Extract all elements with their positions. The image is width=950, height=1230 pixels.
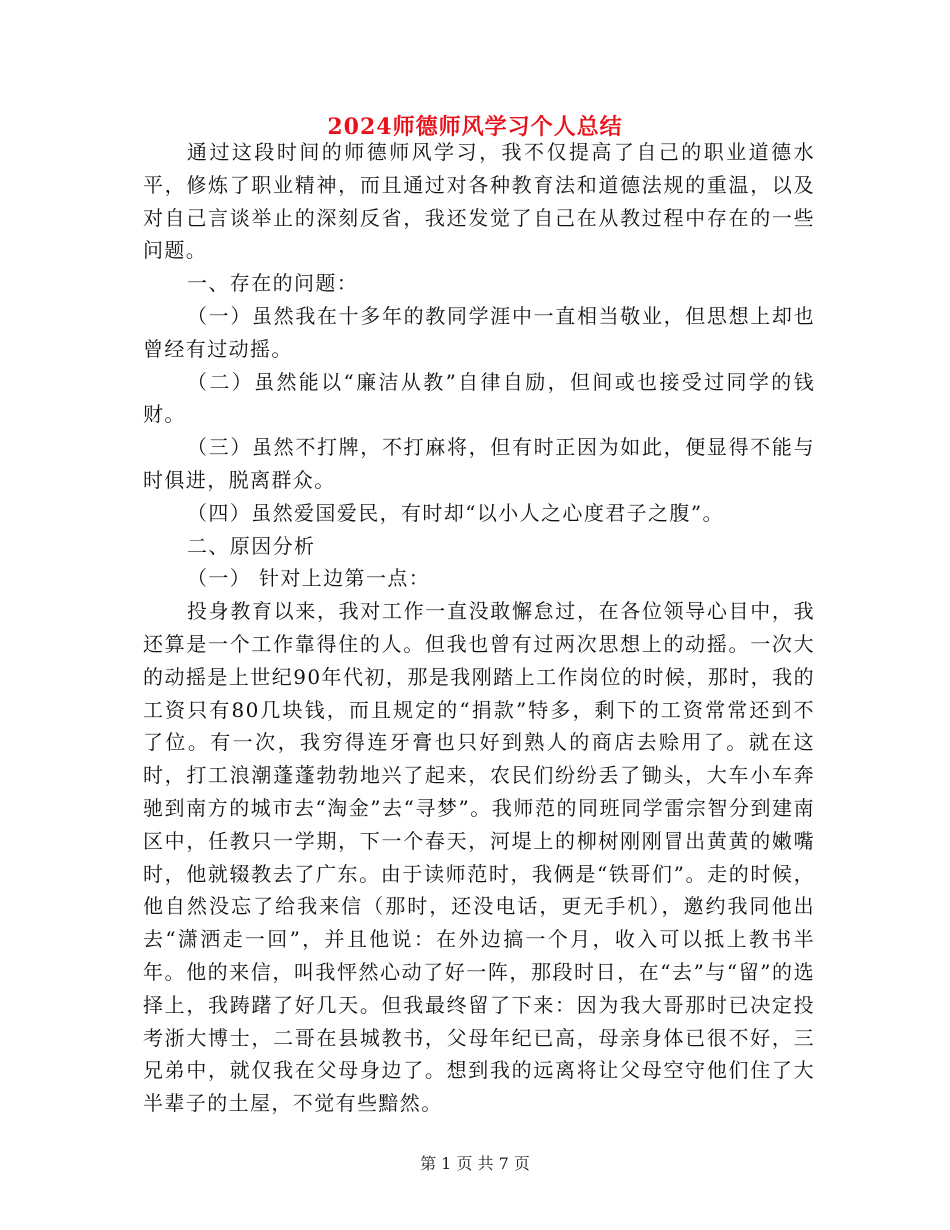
page-number-footer: 第 1 页 共 7 页	[420, 1154, 530, 1173]
problem-item-4: （四）虽然爱国爱民，有时却“以小人之心度君子之腹”。	[187, 500, 724, 525]
document-body	[143, 136, 815, 1120]
problem-item-1: （一）虽然我在十多年的教同学涯中一直相当敬业，但思想上却也曾经有过动摇。	[143, 303, 815, 361]
paragraph-intro: 通过这段时间的师德师风学习，我不仅提高了自己的职业道德水平，修炼了职业精神，而且通过对各种教育法和道德法规的重温，以及对自己言谈举止的深刻反省，我还发觉了自己在从教过程中存在的一些问题。	[143, 140, 815, 263]
document-title: 2024师德师风学习个人总结	[327, 114, 623, 140]
heading-problems: 一、存在的问题：	[187, 271, 359, 296]
paragraph-analysis-body: 投身教育以来，我对工作一直没敢懈怠过，在各位领导心目中，我还算是一个工作靠得住的人。但我也曾有过两次思想上的动摇。一次大的动摇是上世纪90年代初，那是我刚踏上工作岗位的时候，那时，我的工资只有80几块钱，而且规定的“捐款”特多，剩下的工资常常还到不了位。有一次，我穷得连牙膏也只好到熟人的商店去赊用了。就在这时，打工浪潮蓬蓬勃勃地兴了起来，农民们纷纷丢了锄头，大车小车奔驰到南方的城市去“淘金”去“寻梦”。我师范的同班同学雷宗智分到建南区中，任教只一学期，下一个春天，河堤上的柳树刚刚冒出黄黄的嫩嘴时，他就辍教去了广东。由于读师范时，我俩是“铁哥们”。走的时候，他自然没忘了给我来信（那时，还没电话，更无手机），邀约我同他出去“潇洒走一回”，并且他说：在外边搞一个月，收入可以抵上教书半年。他的来信，叫我怦然心动了好一阵，那段时日，在“去”与“留”的选择上，我踌躇了好几天。但我最终留了下来：因为我大哥那时已决定投考浙大博士，二哥在县城教书，父母年纪已高，母亲身体已很不好，三兄弟中，就仅我在父母身边了。想到我的远离将让父母空守他们住了大半辈子的土屋，不觉有些黯然。	[143, 599, 815, 1116]
problem-item-3: （三）虽然不打牌，不打麻将，但有时正因为如此，便显得不能与时俱进，脱离群众。	[143, 435, 815, 492]
problem-item-2: （二）虽然能以“廉洁从教”自律自励，但间或也接受过同学的钱财。	[143, 369, 815, 427]
heading-analysis: 二、原因分析	[187, 533, 316, 558]
analysis-item-1: （一） 针对上边第一点：	[187, 566, 431, 591]
